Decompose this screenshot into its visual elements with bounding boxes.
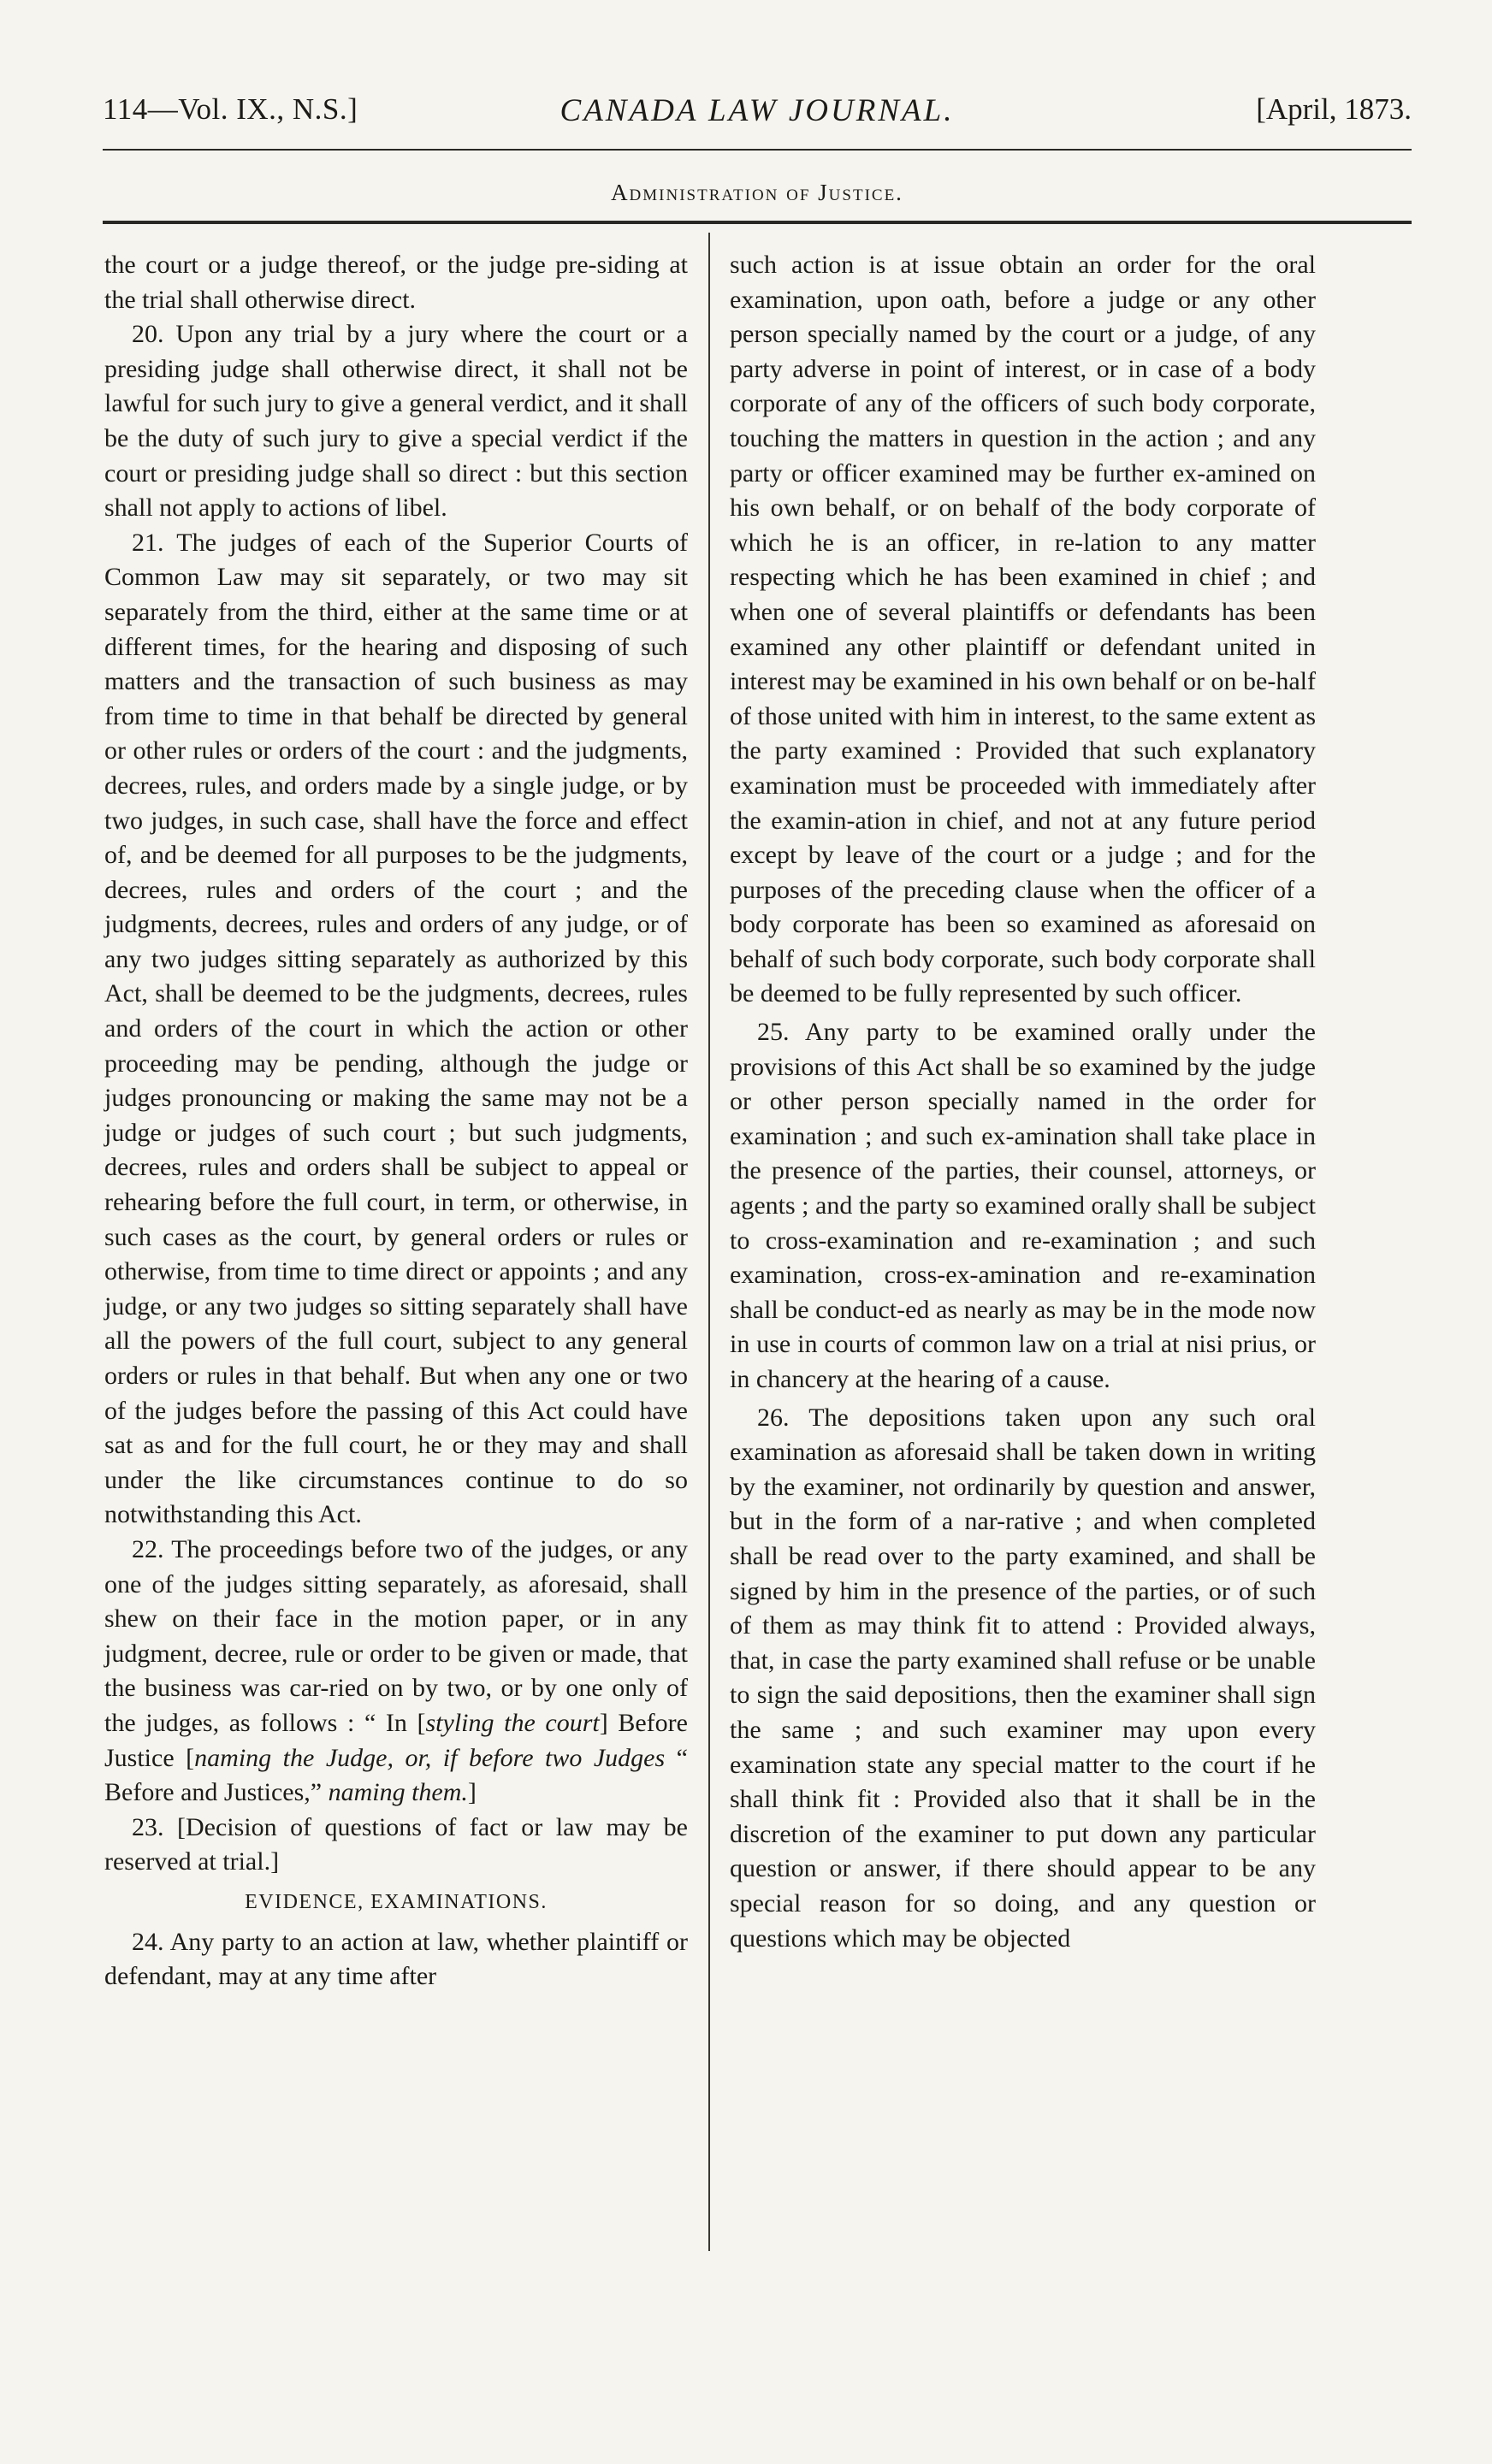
running-header bbox=[103, 92, 1412, 135]
section-22-italic-them: naming them. bbox=[328, 1778, 468, 1807]
section-22-italic-naming: naming the Judge, or, if before two Judges bbox=[194, 1743, 666, 1772]
right-column bbox=[730, 248, 1316, 1956]
subheading-evidence: EVIDENCE, EXAMINATIONS. bbox=[245, 1890, 548, 1913]
section-20: 20. Upon any trial by a jury where the court or a presiding judge shall otherwise direct, it shall not be lawful for such jury to give a general verdict, and it shall be the duty of such jury to give a special verdict if the court or presiding judge shall so direct : but this section shall not apply to actions of libel. bbox=[104, 320, 688, 523]
paragraph-continued: the court or a judge thereof, or the judge pre-siding at the trial shall otherwise direct. bbox=[104, 251, 688, 314]
left-column bbox=[104, 248, 688, 1994]
section-22-text-d: ] bbox=[467, 1778, 477, 1807]
page-volume-label: 114—Vol. IX., N.S.] bbox=[103, 92, 358, 126]
section-22-italic-styling: styling the court bbox=[425, 1708, 600, 1737]
journal-title: CANADA LAW JOURNAL. bbox=[560, 93, 955, 128]
section-23: 23. [Decision of questions of fact or law may be reserved at trial.] bbox=[104, 1812, 688, 1876]
section-24: 24. Any party to an action at law, whether plaintiff or defendant, may at any time after bbox=[104, 1927, 688, 1991]
section-24-continued: such action is at issue obtain an order for the oral examination, upon oath, before a judge or any other person specially named by the court or a judge, of any party adverse in point of interest, or in case of a body corporate of any of the officers of such body corporate, touching the matters in question in the action ; and any party or officer examined may be further ex-amined on his own behalf, or on behalf of the body corporate of which he is an officer, in re-lation to any matter respecting which he has been examined in chief ; and when one of several plaintiffs or defendants has been examined any other plaintiff or defendant united in interest may be examined in his own behalf or on be-half of those united with him in interest, to the same extent as the party examined : Provided that such explanatory examination must be proceeded with immediately after the examin-ation in chief, and not at any future period except by leave of the court or a judge ; and for the purposes of the preceding clause when the officer of a body corporate has been so examined as aforesaid on behalf of such body corporate, such body corporate shall be deemed to be fully represented by such officer. bbox=[730, 251, 1316, 1008]
section-22 bbox=[104, 1533, 688, 1811]
section-21: 21. The judges of each of the Superior Courts of Common Law may sit separately, or two may sit separately from the third, either at the same time or at different times, for the hearing and disposing of such matters and the transaction of such business as may from time to time in that behalf be directed by general or other rules or orders of the court : and the judgments, decrees, rules, and orders made by a single judge, or by two judges, in such case, shall have the force and effect of, and be deemed for all purposes to be the judgments, decrees, rules and orders of the court ; and the judgments, decrees, rules and orders of any judge, or of any two judges sitting separately as authorized by this Act, shall be deemed to be the judgments, decrees, rules and orders of the court in which the action or other proceeding may be pending, although the judge or judges pronouncing or making the same may not be a judge or judges of such court ; but such judgments, decrees, rules and orders shall be subject to appeal or rehearing before the full court, in term, or otherwise, in such cases as the court, by general orders or rules or otherwise, from time to time direct or appoints ; and any judge, or any two judges so sitting separately shall have all the powers of the full court, subject to any general orders or rules in that behalf. But when any one or two of the judges before the passing of this Act could have sat as and for the full court, he or they may and shall under the like circumstances continue to do so notwithstanding this Act. bbox=[104, 528, 688, 1529]
issue-date: [April, 1873. bbox=[1256, 92, 1412, 126]
section-25: 25. Any party to be examined orally under the provisions of this Act shall be so examined by the judge or other person specially named in the order for examination ; and such ex-amination shall take place in the presence of the parties, their counsel, attorneys, or agents ; and the party so examined orally shall be subject to cross-examination and re-examination ; and such examination, cross-ex-amination and re-examination shall be conduct-ed as nearly as may be in the mode now in use in courts of common law on a trial at nisi prius, or in chancery at the hearing of a cause. bbox=[730, 1018, 1316, 1393]
header-rule-bottom bbox=[103, 221, 1412, 224]
column-divider bbox=[708, 233, 710, 2251]
section-22-text-b: ] Before Justice [ bbox=[104, 1708, 688, 1772]
header-rule-top bbox=[103, 149, 1412, 151]
section-22-text-a: 22. The proceedings before two of the judges, or any one of the judges sitting separately, as aforesaid, shall shew on their face in the motion paper, or in any judgment, decree, rule or order to be given or made, that the business was car-ried on by two, or by one only of the judges, as follows : “ In [ bbox=[104, 1534, 688, 1737]
section-title: Administration of Justice. bbox=[611, 180, 903, 205]
section-22-text-c: “ Before and Justices,” bbox=[104, 1743, 688, 1807]
section-26: 26. The depositions taken upon any such oral examination as aforesaid shall be taken down in writing by the examiner, not ordinarily by question and answer, but in the form of a nar-rative ; and when completed shall be read over to the party examined, and shall be signed by him in the presence of the parties, or of such of them as may think fit to attend : Provided always, that, in case the party examined shall refuse or be unable to sign the said depositions, then the examiner shall sign the same ; and such examiner may upon every examination state any special matter to the court if he shall think fit : Provided also that it shall be in the discretion of the examiner to put down any particular question or answer, if there should appear to be any special reason for so doing, and any question or questions which may be objected bbox=[730, 1403, 1316, 1953]
